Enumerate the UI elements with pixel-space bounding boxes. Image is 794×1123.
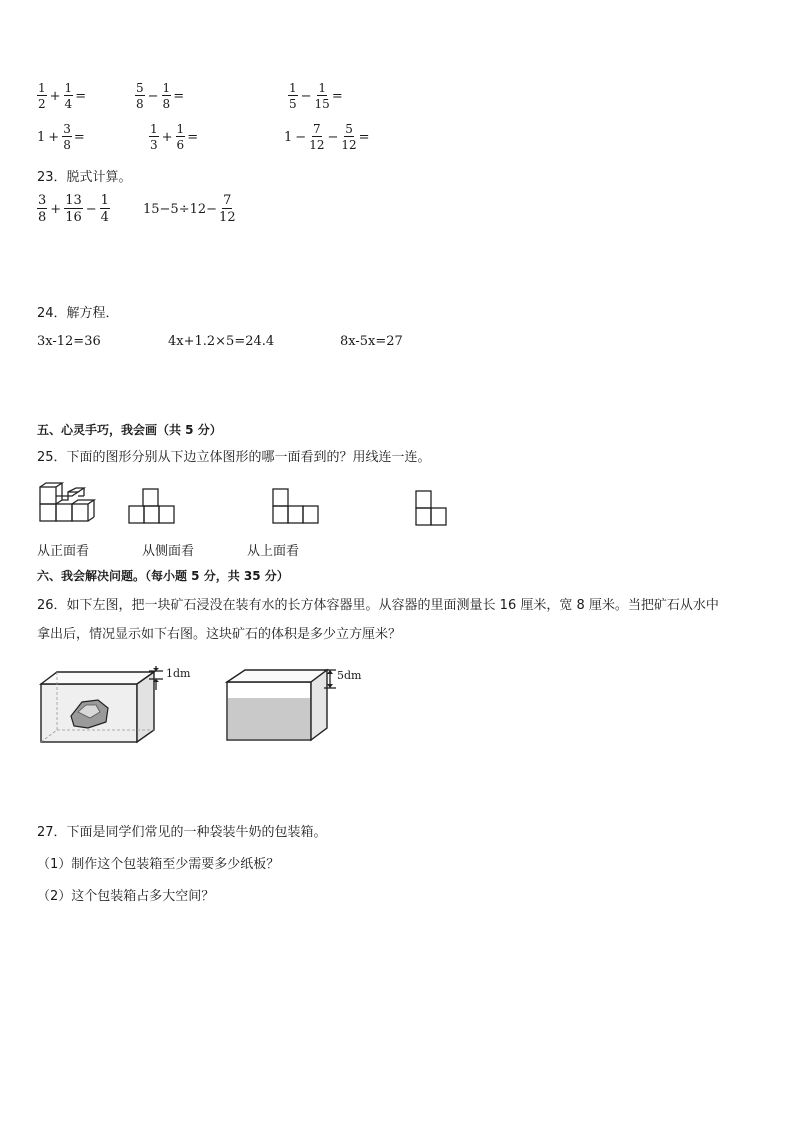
fraction (37, 194, 47, 224)
denominator: 3 (150, 138, 158, 152)
fraction-exercise-5 (149, 123, 198, 151)
q23-expression-1 (37, 194, 110, 224)
denominator: 6 (176, 138, 185, 152)
denominator: 2 (38, 97, 46, 111)
operator: + (49, 88, 61, 104)
denominator: 16 (65, 210, 82, 225)
fraction (149, 123, 159, 151)
view-shape-1 (129, 488, 179, 528)
fraction-exercise-4 (37, 123, 85, 151)
section-6-heading: 六、我会解决问题。（每小题 5 分，共 35 分） (37, 569, 289, 583)
fraction (162, 82, 172, 110)
denominator: 8 (63, 138, 71, 152)
numerator: 1 (150, 122, 158, 136)
numerator: 5 (136, 81, 144, 95)
denominator: 8 (38, 210, 47, 225)
drop-arrow-marker (324, 668, 336, 694)
operator: − (327, 129, 339, 145)
fraction (341, 123, 356, 151)
view-shape-3 (415, 490, 455, 532)
operator: − (300, 88, 312, 104)
equation-1: 3x-12=36 (37, 334, 101, 349)
section-5-heading: 五、心灵手巧，我会画（共 5 分） (37, 423, 222, 437)
q23-expression-2 (143, 194, 236, 224)
denominator: 12 (341, 138, 357, 152)
equals-sign: = (331, 88, 343, 104)
fraction-exercise-2 (135, 82, 184, 110)
numerator: 7 (223, 193, 232, 208)
equals-sign: = (75, 88, 87, 104)
label-5dm: 5dm (337, 669, 362, 682)
operator: + (50, 201, 62, 217)
numerator: 7 (313, 122, 321, 136)
fraction (176, 123, 186, 151)
denominator: 8 (162, 97, 171, 111)
numerator: 5 (345, 122, 353, 136)
numerator: 13 (65, 193, 82, 208)
numerator: 1 (100, 193, 109, 208)
numerator: 1 (176, 122, 185, 136)
denominator: 15 (314, 97, 330, 111)
fraction (288, 82, 298, 110)
denominator: 12 (219, 210, 236, 225)
fraction (135, 82, 145, 110)
numerator: 1 (162, 81, 171, 95)
fraction (37, 82, 47, 110)
operator: − (147, 88, 159, 104)
fraction (64, 194, 83, 224)
fraction (64, 82, 74, 110)
fraction (219, 194, 236, 224)
denominator: 4 (100, 210, 109, 225)
numerator: 1 (318, 81, 326, 95)
equals-sign: = (73, 129, 85, 145)
q27-sub-question-2: （2）这个包装箱占多大空间？ (37, 889, 215, 904)
q27-title: 27．下面是同学们常见的一种袋装牛奶的包装箱。 (37, 825, 327, 840)
operator: + (161, 129, 173, 145)
container-without-stone (225, 666, 335, 746)
fraction-exercise-6 (284, 123, 370, 151)
q27-sub-question-1: （1）制作这个包装箱至少需要多少纸板？ (37, 857, 280, 872)
equals-sign: = (358, 129, 370, 145)
view-label-top: 从上面看 (247, 544, 300, 559)
q26-text-line-1: 26．如下左图，把一块矿石浸没在装有水的长方体容器里。从容器的里面测量长 16 厘米，宽 8 厘米。当把矿石从水中 (37, 598, 719, 613)
whole-number: 1 (284, 129, 293, 145)
numerator: 3 (38, 193, 47, 208)
whole-number: 1 (37, 129, 46, 145)
denominator: 4 (64, 97, 73, 111)
fraction (309, 123, 324, 151)
numerator: 1 (38, 81, 46, 95)
fraction-exercise-1 (37, 82, 86, 110)
q25-title: 25．下面的图形分别从下边立体图形的哪一面看到的？用线连一连。 (37, 450, 431, 465)
equation-2: 4x+1.2×5=24.4 (168, 334, 275, 349)
operator: − (85, 201, 97, 217)
equals-sign: = (187, 129, 199, 145)
equation-3: 8x-5x=27 (340, 334, 403, 349)
q24-title: 24．解方程． (37, 306, 119, 321)
operator: + (48, 129, 60, 145)
numerator: 1 (289, 81, 297, 95)
denominator: 8 (136, 97, 144, 111)
fraction (62, 123, 72, 151)
expression-lead: 15−5÷12− (143, 201, 218, 217)
operator: − (295, 129, 307, 145)
q26-text-line-2: 拿出后，情况显示如下右图。这块矿石的体积是多少立方厘米？ (37, 627, 402, 642)
fraction (315, 82, 330, 110)
fraction-exercise-3 (288, 82, 343, 110)
view-shape-2 (272, 488, 322, 528)
fraction (100, 194, 110, 224)
view-label-side: 从侧面看 (142, 544, 195, 559)
equals-sign: = (173, 88, 185, 104)
solid-figure (38, 482, 103, 527)
denominator: 12 (309, 138, 325, 152)
q23-title: 23．脱式计算。 (37, 170, 132, 185)
view-label-front: 从正面看 (37, 544, 90, 559)
label-1dm: 1dm (166, 667, 191, 680)
denominator: 5 (289, 97, 297, 111)
numerator: 1 (64, 81, 73, 95)
numerator: 3 (63, 122, 71, 136)
rise-arrow-marker (149, 668, 163, 698)
